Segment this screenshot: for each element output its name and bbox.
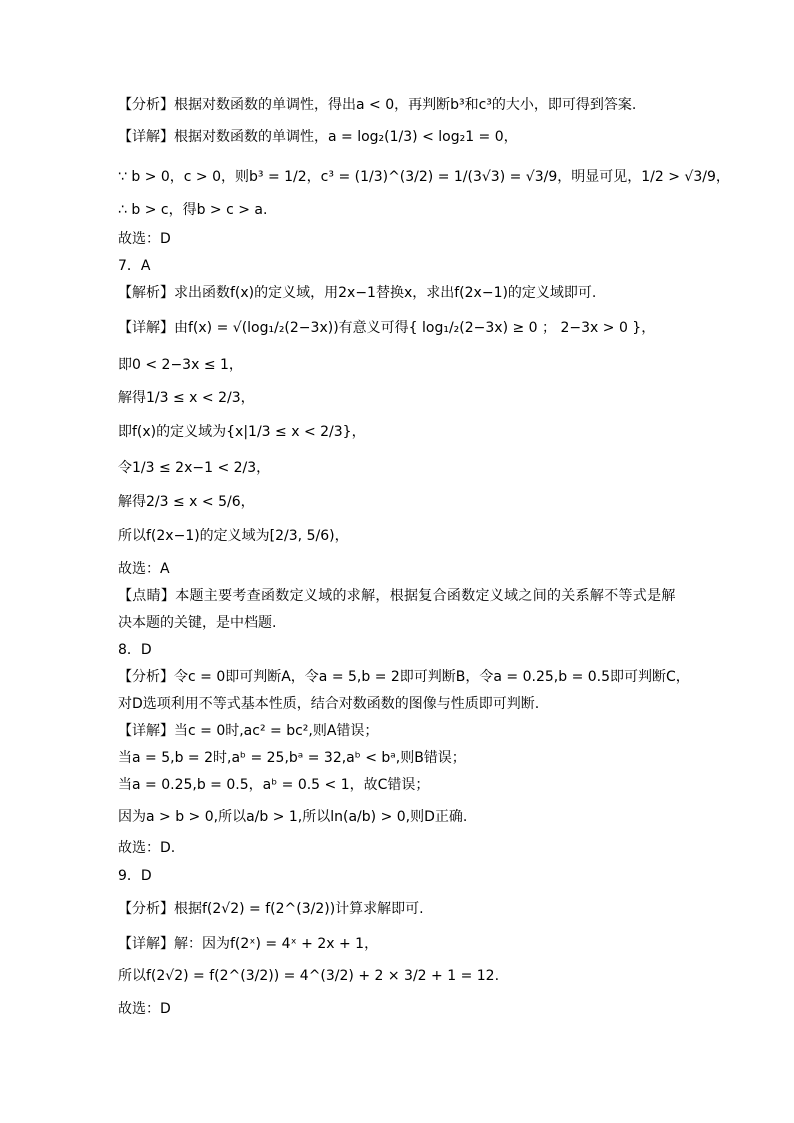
detail-8-line3: 当a = 0.25,b = 0.5，aᵇ = 0.5 < 1，故C错误； bbox=[118, 777, 430, 793]
detail-9-line1: 【详解】解：因为f(2ˣ) = 4ˣ + 2x + 1， bbox=[118, 936, 379, 952]
analysis-8-line2: 对D选项利用不等式基本性质，结合对数函数的图像与性质即可判断. bbox=[118, 696, 540, 712]
detail-6-line2: ∵ b > 0，c > 0，则b³ = 1/2，c³ = (1/3)^(3/2) = 1/(3√3) = √3/9，明显可见，1/2 > √3/9， bbox=[118, 169, 730, 185]
question-9-heading: 9．D bbox=[118, 868, 152, 884]
analysis-9: 【分析】根据f(2√2) = f(2^(3/2))计算求解即可. bbox=[118, 901, 424, 917]
detail-7-line3: 解得1/3 ≤ x < 2/3， bbox=[118, 390, 255, 406]
detail-7-line7: 所以f(2x−1)的定义域为[2/3, 5/6)， bbox=[118, 528, 349, 544]
detail-6-line3: ∴ b > c，得b > c > a. bbox=[118, 202, 268, 218]
analysis-6: 【分析】根据对数函数的单调性，得出a < 0，再判断b³和c³的大小，即可得到答案. bbox=[118, 97, 637, 113]
detail-7-line1: 【详解】由f(x) = √(log₁/₂(2−3x))有意义可得{ log₁/₂(2−3x) ≥ 0 ； 2−3x > 0 }， bbox=[118, 320, 656, 336]
detail-7-line5: 令1/3 ≤ 2x−1 < 2/3， bbox=[118, 460, 271, 476]
question-7-heading: 7．A bbox=[118, 258, 151, 274]
remark-7-line2: 决本题的关键，是中档题. bbox=[118, 615, 277, 631]
detail-7-line4: 即f(x)的定义域为{x|1/3 ≤ x < 2/3}， bbox=[118, 424, 366, 440]
answer-9: 故选：D bbox=[118, 1001, 171, 1017]
explanation-7: 【解析】求出函数f(x)的定义域，用2x−1替换x，求出f(2x−1)的定义域即可. bbox=[118, 285, 597, 301]
detail-8-line1: 【详解】当c = 0时,ac² = bc²,则A错误； bbox=[118, 723, 379, 739]
analysis-8-line1: 【分析】令c = 0即可判断A，令a = 5,b = 2即可判断B，令a = 0.25,b = 0.5即可判断C， bbox=[118, 669, 690, 685]
detail-7-line6: 解得2/3 ≤ x < 5/6， bbox=[118, 494, 255, 510]
question-8-heading: 8．D bbox=[118, 642, 152, 658]
answer-6: 故选：D bbox=[118, 231, 171, 247]
answer-7: 故选：A bbox=[118, 561, 170, 577]
detail-6-line1: 【详解】根据对数函数的单调性，a = log₂(1/3) < log₂1 = 0， bbox=[118, 129, 518, 145]
detail-8-line2: 当a = 5,b = 2时,aᵇ = 25,bᵃ = 32,aᵇ < bᵃ,则B错误； bbox=[118, 750, 466, 766]
remark-7-line1: 【点睛】本题主要考查函数定义域的求解，根据复合函数定义域之间的关系解不等式是解 bbox=[118, 588, 676, 604]
detail-7-line2: 即0 < 2−3x ≤ 1， bbox=[118, 357, 243, 373]
answer-8: 故选：D. bbox=[118, 840, 176, 856]
detail-9-line2: 所以f(2√2) = f(2^(3/2)) = 4^(3/2) + 2 × 3/2 + 1 = 12. bbox=[118, 968, 500, 984]
detail-8-line4: 因为a > b > 0,所以a/b > 1,所以ln(a/b) > 0,则D正确. bbox=[118, 809, 468, 825]
